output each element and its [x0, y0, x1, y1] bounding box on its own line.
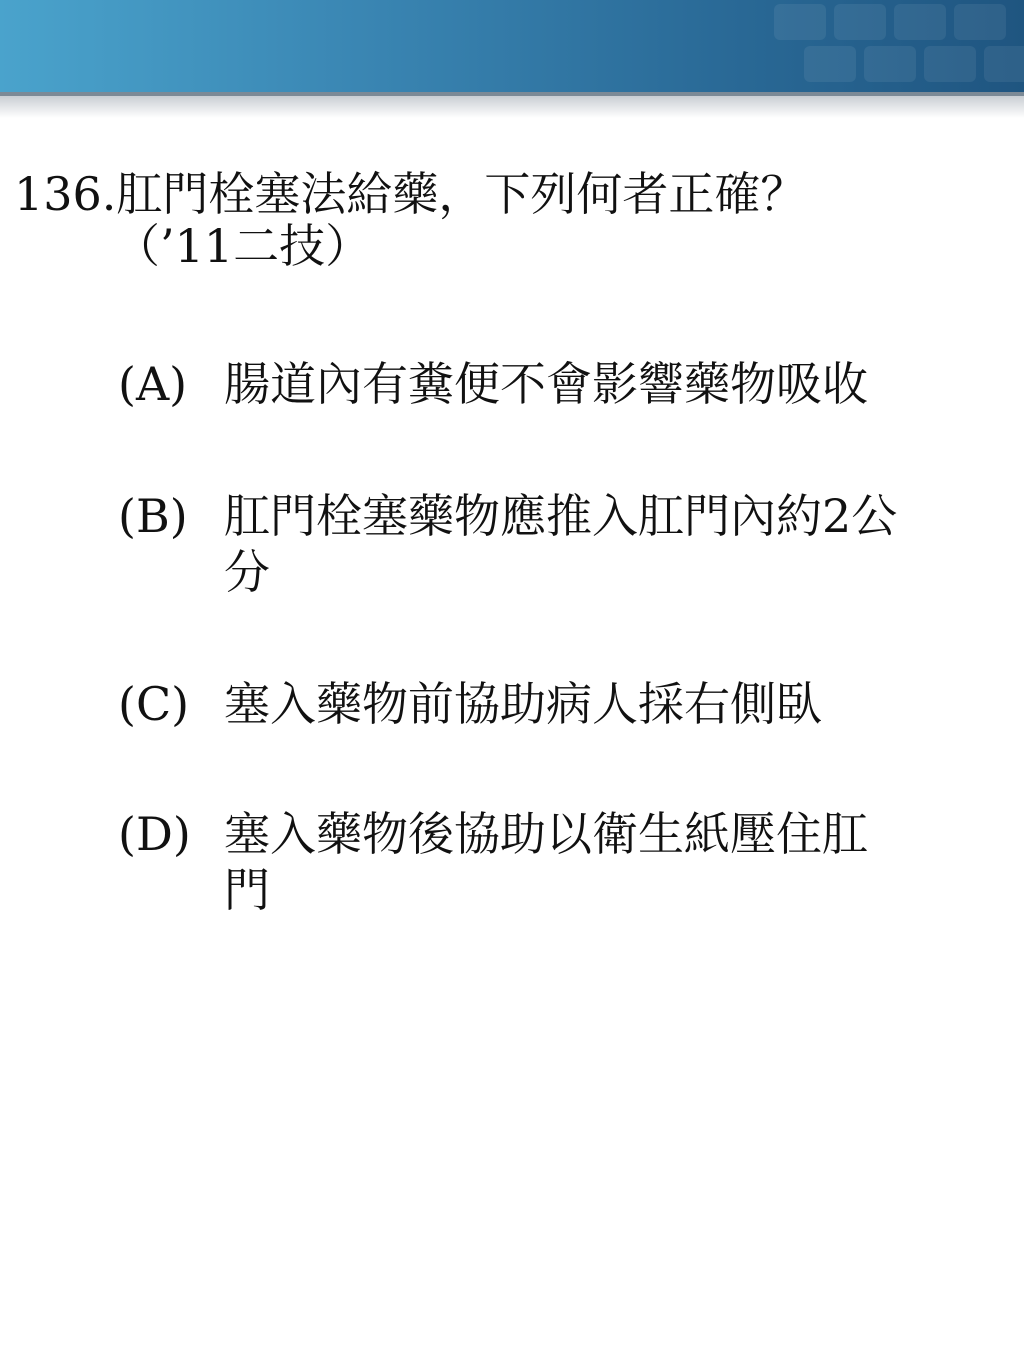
header-shadow [0, 96, 1024, 118]
option-text: 塞入藥物後協助以衛生紙壓住肛 [224, 807, 868, 861]
option-label: (B) [118, 489, 188, 543]
question-line-1 [14, 168, 1004, 220]
option-text: 肛門栓塞藥物應推入肛門內約2公 [224, 489, 898, 543]
option-d [118, 806, 1008, 918]
option-text-continued: 門 [224, 863, 270, 917]
option-c [118, 676, 1008, 732]
option-label: (D) [118, 807, 191, 861]
option-text: 塞入藥物前協助病人採右側臥 [224, 677, 822, 731]
option-text: 腸道內有糞便不會影響藥物吸收 [224, 357, 868, 411]
question-text: 肛門栓塞法給藥，下列何者正確？ [116, 167, 807, 221]
option-label: (A) [118, 357, 188, 411]
header-tile-pattern [764, 0, 1024, 92]
option-text-continued: 分 [224, 545, 270, 599]
option-label: (C) [118, 677, 190, 731]
option-b [118, 488, 1008, 600]
question-number: 136. [14, 167, 117, 221]
question-block [14, 168, 1004, 272]
question-source: （’11二技） [114, 219, 372, 273]
option-a [118, 356, 1008, 412]
header-band [0, 0, 1024, 92]
